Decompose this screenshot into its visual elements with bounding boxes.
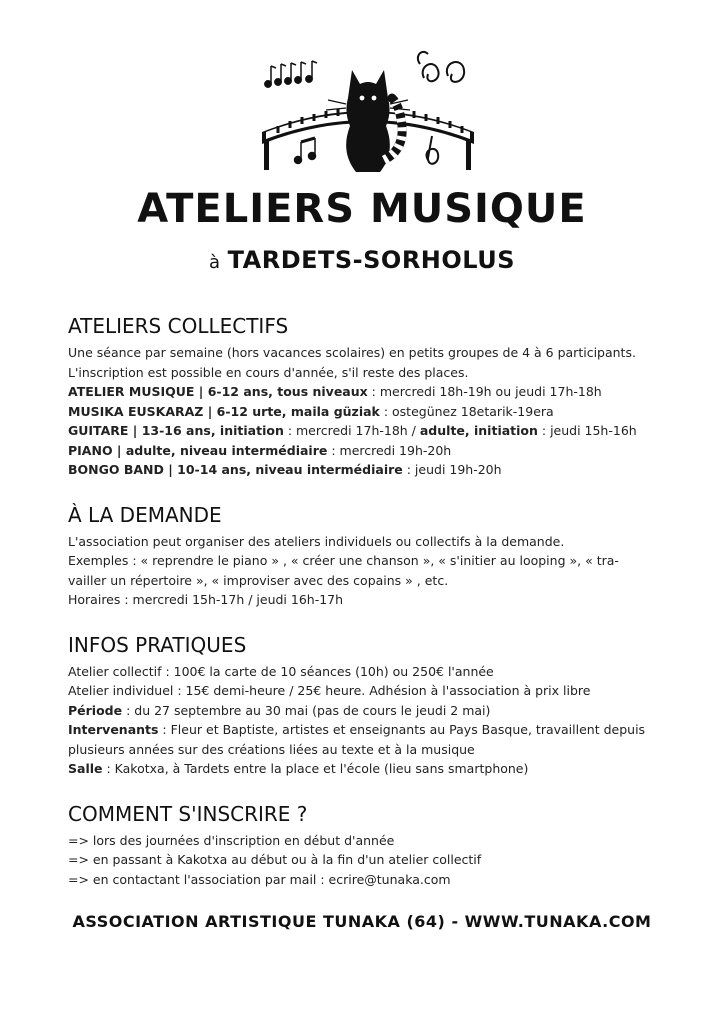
text-line (68, 870, 668, 890)
cat-piano-logo-icon (252, 40, 484, 182)
main-content (68, 313, 668, 911)
section-title: À LA DEMANDE (68, 502, 222, 527)
text-line (68, 701, 668, 721)
text-line (68, 850, 668, 870)
text-line (68, 363, 668, 383)
line-text: : ostegünez 18etarik-19era (379, 403, 554, 419)
line-text: L'inscription est possible en cours d'année, s'il reste des places. (68, 364, 469, 380)
line-text: => en passant à Kakotxa au début ou à la fin d'un atelier collectif (68, 852, 482, 867)
line-text: vailler un répertoire », « improviser avec des copains » , etc. (68, 572, 449, 588)
text-line (68, 343, 668, 363)
line-text: Une séance par semaine (hors vacances scolaires) en petits groupes de 4 à 6 participants. (68, 345, 636, 360)
text-line (68, 831, 668, 851)
line-text: => lors des journées d'inscription en début d'année (68, 832, 395, 848)
subtitle-town: TARDETS-SORHOLUS (227, 246, 516, 274)
bold-label: MUSIKA EUSKARAZ | 6-12 urte, maila güziak (68, 403, 380, 419)
section-title: COMMENT S'INSCRIRE ? (68, 801, 308, 826)
bold-label: PIANO | adulte, niveau intermédiaire (68, 442, 328, 458)
line-text: Atelier collectif : 100€ la carte de 10 séances (10h) ou 250€ l'année (68, 663, 494, 679)
line-text: : du 27 septembre au 30 mai (pas de cours le jeudi 2 mai) (122, 702, 491, 718)
footer: ASSOCIATION ARTISTIQUE TUNAKA (64) - WWW.TUNAKA.COM (72, 912, 652, 931)
section-title: ATELIERS COLLECTIFS (68, 314, 289, 338)
section-title: INFOS PRATIQUES (68, 632, 247, 657)
text-line (68, 460, 668, 480)
bold-label: Période (68, 702, 123, 718)
text-line (68, 441, 668, 461)
line-text: : jeudi 19h-20h (402, 462, 502, 477)
section (68, 313, 668, 480)
line-text: Atelier individuel : 15€ demi-heure / 25€ heure. Adhésion à l'association à prix libre (68, 683, 591, 698)
text-line (68, 551, 668, 571)
line-text: L'association peut organiser des ateliers individuels ou collectifs à la demande. (68, 533, 565, 549)
section (68, 801, 668, 890)
text-line (68, 681, 668, 701)
text-line (68, 720, 668, 740)
page-title: ATELIERS MUSIQUE (137, 186, 587, 232)
section (68, 502, 668, 610)
text-line (68, 662, 668, 682)
bold-label: GUITARE | 13-16 ans, initiation (68, 423, 284, 438)
text-line (68, 532, 668, 552)
text-line (68, 421, 668, 441)
line-text: : mercredi 19h-20h (327, 442, 452, 458)
text-line (68, 590, 668, 610)
line-text: : mercredi 18h-19h ou jeudi 17h-18h (367, 384, 602, 399)
text-line (68, 571, 668, 591)
text-line (68, 402, 668, 422)
subtitle-prefix: à (208, 252, 220, 273)
text-line (68, 759, 668, 779)
bold-label: adulte, initiation (419, 423, 538, 438)
line-text: : Fleur et Baptiste, artistes et enseignants au Pays Basque, travaillent depuis (158, 722, 646, 737)
bold-label: Intervenants (68, 722, 159, 737)
page-subtitle (0, 246, 724, 274)
line-text: => en contactant l'association par mail : ecrire@tunaka.com (68, 871, 451, 887)
line-text: : Kakotxa, à Tardets entre la place et l'école (lieu sans smartphone) (102, 761, 529, 776)
line-text: Exemples : « reprendre le piano » , « créer une chanson », « s'initier au looping », « tra- (68, 553, 619, 568)
section (68, 632, 668, 779)
bold-label: BONGO BAND | 10-14 ans, niveau intermédiaire (68, 462, 403, 477)
line-text: Horaires : mercredi 15h-17h / jeudi 16h-17h (68, 592, 344, 607)
text-line (68, 382, 668, 402)
line-text: plusieurs années sur des créations liées au texte et à la musique (68, 741, 475, 757)
text-line (68, 740, 668, 760)
bold-label: Salle (68, 761, 103, 776)
bold-label: ATELIER MUSIQUE | 6-12 ans, tous niveaux (68, 384, 368, 399)
line-text: : jeudi 15h-16h (537, 423, 637, 438)
line-text: : mercredi 17h-18h / (283, 423, 420, 438)
